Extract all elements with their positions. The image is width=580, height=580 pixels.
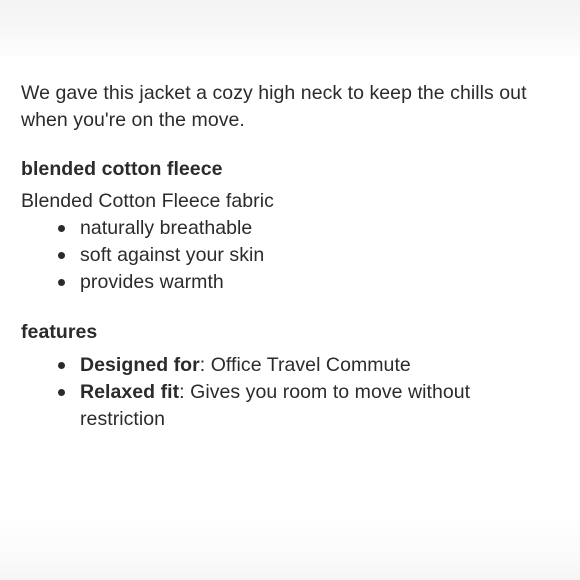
fabric-bullet: naturally breathable bbox=[21, 215, 551, 242]
feature-term: Designed for bbox=[80, 354, 200, 376]
feature-item bbox=[21, 379, 551, 433]
top-shadow-band bbox=[0, 0, 580, 56]
feature-term: Relaxed fit bbox=[80, 381, 180, 403]
bottom-shadow-band bbox=[0, 515, 580, 580]
fabric-heading: blended cotton fleece bbox=[21, 158, 223, 180]
features-bullet-list bbox=[21, 352, 551, 433]
product-details bbox=[21, 80, 551, 433]
fabric-text: Blended Cotton Fleece fabric bbox=[21, 190, 274, 212]
feature-text: : Gives you room to move without restriction bbox=[80, 381, 471, 430]
fabric-bullet: soft against your skin bbox=[21, 242, 551, 269]
features-heading: features bbox=[21, 321, 98, 343]
feature-text: : Office Travel Commute bbox=[199, 354, 411, 376]
fabric-bullet: provides warmth bbox=[21, 269, 551, 296]
feature-item bbox=[21, 352, 551, 379]
fabric-bullet-list bbox=[21, 215, 551, 296]
product-description: We gave this jacket a cozy high neck to keep the chills out when you're on the move. bbox=[21, 82, 527, 131]
